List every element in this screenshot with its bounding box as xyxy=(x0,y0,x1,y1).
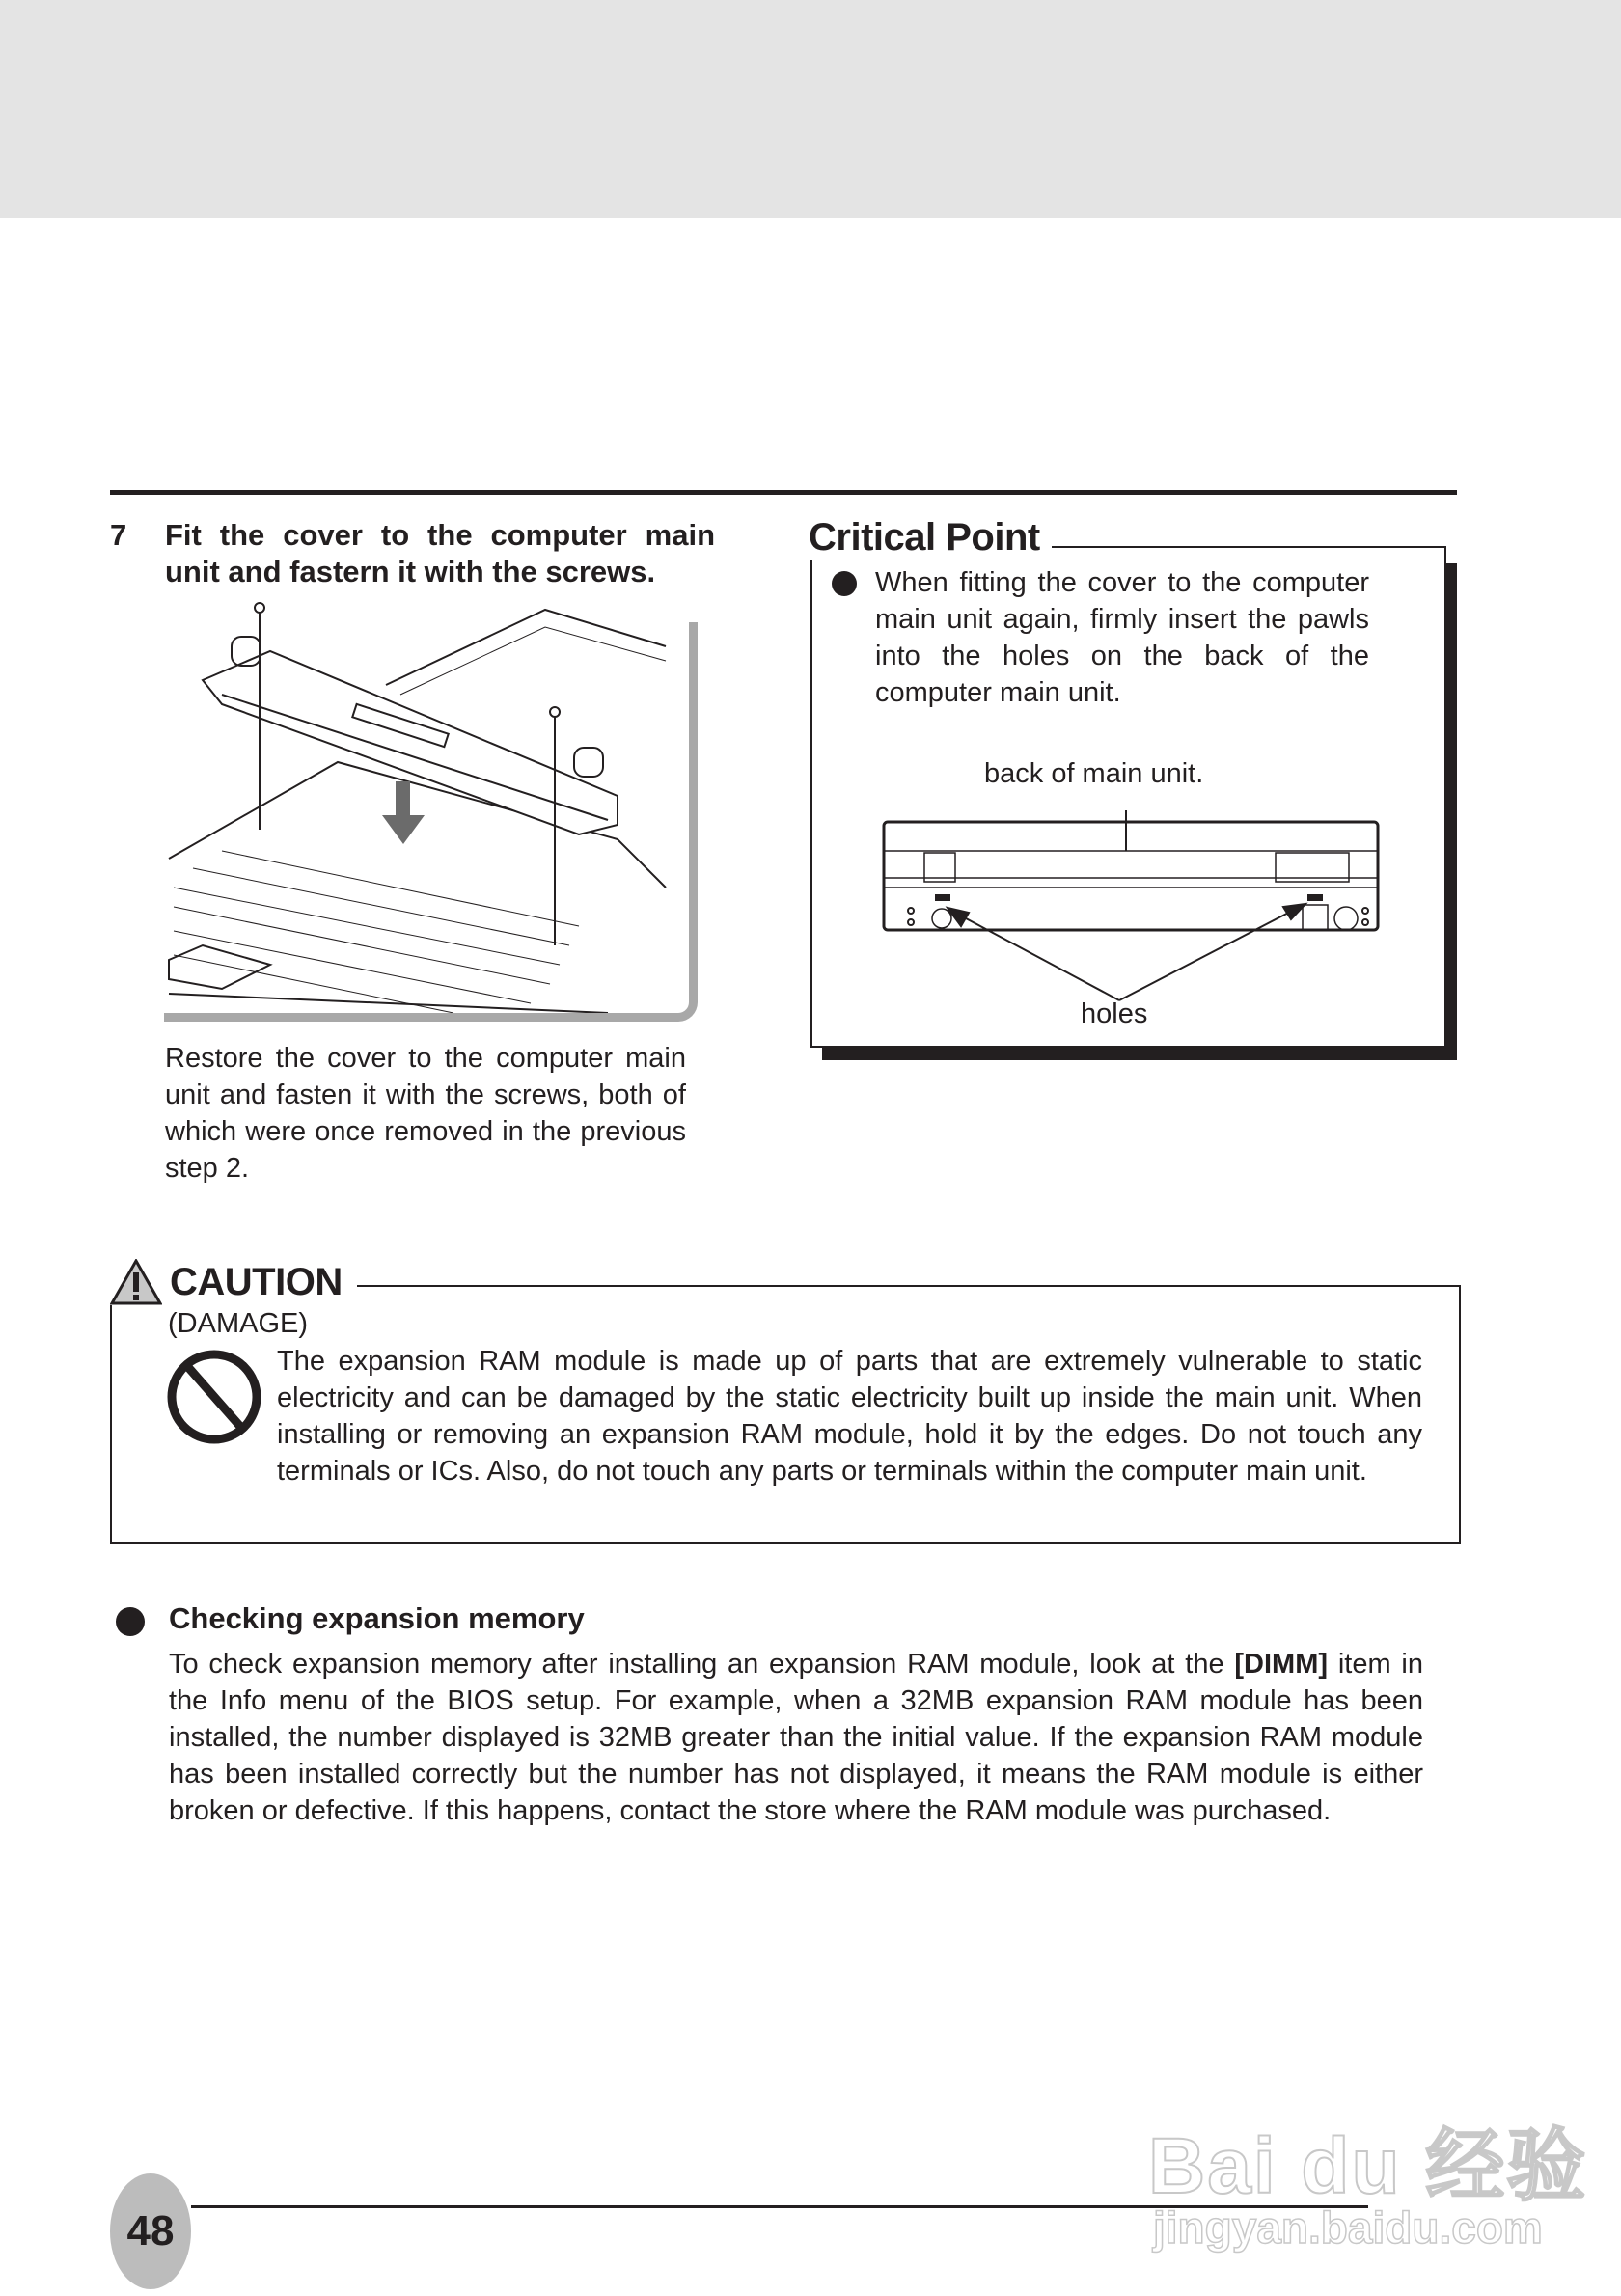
watermark-url: jingyan.baidu.com xyxy=(1153,2202,1543,2253)
diagram-label-back: back of main unit. xyxy=(984,758,1204,789)
bullet-icon xyxy=(116,1607,145,1636)
section-rule xyxy=(110,490,1457,495)
caution-border xyxy=(357,1285,1459,1287)
watermark-logo: Bai du 经验 xyxy=(1148,2122,1588,2210)
caution-text: The expansion RAM module is made up of parts that are extremely vulnerable to static electricity and can be damaged by the static electricity built up inside the main unit. When installing or removing an expansion RAM module, hold it by the edges. Do not touch any terminals or ICs. Also, do not touch any parts or terminals within the computer main unit. xyxy=(277,1346,1422,1487)
caution-subtitle: (DAMAGE) xyxy=(168,1308,308,1339)
caution-title: CAUTION xyxy=(170,1260,343,1303)
checking-text xyxy=(169,1646,1423,1829)
checking-text-part: item in the Info menu of the BIOS setup. For example, when a 32MB expansion RAM module has been installed, the number displayed is 32MB greater than the initial value. If the expansion RAM module has been installed correctly but the number has not displayed, it means the RAM module is either broken or defective. If this happens, contact the store where the RAM module was purchased. xyxy=(169,1649,1423,1826)
critical-point-title: Critical Point xyxy=(809,516,1044,560)
critical-point-border xyxy=(1052,546,1444,548)
laptop-cover-illustration xyxy=(164,598,690,1013)
checking-text-part: To check expansion memory after installing an expansion RAM module, look at the xyxy=(169,1649,1235,1680)
dimm-highlight: [DIMM] xyxy=(1234,1649,1329,1680)
header-band xyxy=(0,0,1621,218)
step-title: Fit the cover to the computer main unit and fastern it with the screws. xyxy=(165,518,715,588)
prohibited-icon xyxy=(166,1349,262,1445)
critical-point-text: When fitting the cover to the computer main unit again, firmly insert the pawls into the holes on the back of the computer main unit. xyxy=(875,567,1369,708)
checking-title: Checking expansion memory xyxy=(169,1601,585,1635)
page-number: 48 xyxy=(110,2173,191,2289)
warning-triangle-icon xyxy=(110,1259,162,1305)
caution-heading xyxy=(110,1259,348,1305)
step-number: 7 xyxy=(110,518,127,552)
step-description: Restore the cover to the computer main unit and fasten it with the screws, both of which were once removed in the previous step 2. xyxy=(165,1043,686,1184)
bullet-icon xyxy=(832,571,857,596)
diagram-label-holes: holes xyxy=(1081,998,1148,1029)
back-of-unit-diagram xyxy=(878,810,1389,1003)
